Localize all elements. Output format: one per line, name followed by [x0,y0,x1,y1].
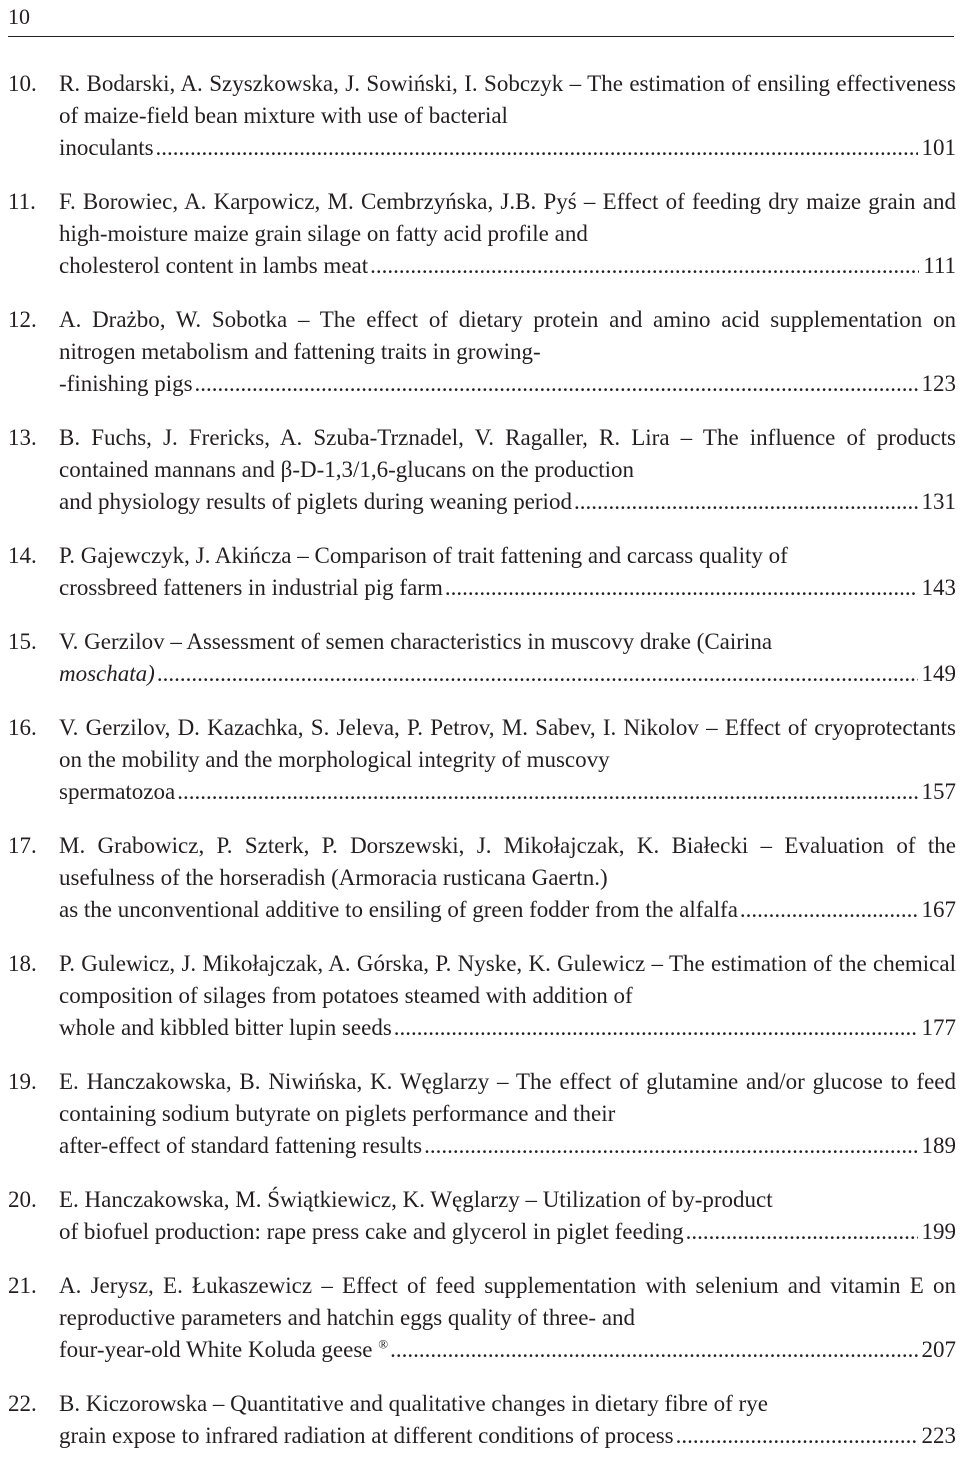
entry-last-line [59,1012,956,1044]
entry-title-end-text: four-year-old White Koluda geese [59,1337,373,1362]
entry-page: 177 [921,1015,956,1040]
entry-title: P. Gulewicz, J. Mikołajczak, A. Górska, P. Nyske, K. Gulewicz – The estimation of the chemical composition of silages from potatoes steamed with addition of [59,951,956,1008]
entry-last-line [59,894,956,926]
entry-title-end: crossbreed fatteners in industrial pig farm [59,575,443,600]
toc-entry-14 [8,540,956,604]
entry-title: P. Gajewczyk, J. Akińcza – Comparison of trait fattening and carcass quality of [59,543,788,568]
entry-title-end: grain expose to infrared radiation at different conditions of process [59,1423,674,1448]
entry-title: B. Fuchs, J. Frericks, A. Szuba-Trznadel, V. Ragaller, R. Lira – The influence of products contained mannans and β-D-1,3/1,6-glucans on the production [59,425,956,482]
entry-last-line [59,658,956,690]
entry-title-end [59,1334,388,1366]
leader-dots [686,1216,918,1248]
entry-last-line [59,368,956,400]
entry-title-end: spermatozoa [59,779,176,804]
entry-title-end: and physiology results of piglets during weaning period [59,489,572,514]
page-number: 10 [8,4,30,29]
toc-entry-15 [8,626,956,690]
toc-entry-10 [8,68,956,164]
entry-number: 19. [8,1069,37,1094]
leader-dots [424,1130,917,1162]
entry-title: V. Gerzilov, D. Kazachka, S. Jeleva, P. Petrov, M. Sabev, I. Nikolov – Effect of cryoprotectants on the mobility and the morphological integrity of muscovy [59,715,956,772]
entry-page: 143 [921,575,956,600]
entry-title-end: after-effect of standard fattening results [59,1133,423,1158]
entry-title-end: whole and kibbled bitter lupin seeds [59,1015,392,1040]
table-of-contents [8,68,956,1474]
toc-entry-13 [8,422,956,518]
entry-title: F. Borowiec, A. Karpowicz, M. Cembrzyńska, J.B. Pyś – Effect of feeding dry maize grain and high-moisture maize grain silage on fatty acid profile and [59,189,956,246]
entry-last-line [59,1216,956,1248]
entry-last-line [59,1130,956,1162]
entry-title: E. Hanczakowska, M. Świątkiewicz, K. Węglarzy – Utilization of by-product [59,1187,773,1212]
registered-mark: ® [378,1336,389,1352]
entry-number: 15. [8,629,37,654]
header-rule [8,36,954,37]
entry-page: 157 [921,779,956,804]
entry-number: 11. [8,189,36,214]
entry-title-end: cholesterol content in lambs meat [59,253,369,278]
leader-dots [574,486,918,518]
entry-number: 10. [8,71,37,96]
entry-page: 207 [921,1337,956,1362]
entry-last-line [59,776,956,808]
leader-dots [390,1334,917,1366]
toc-entry-20 [8,1184,956,1248]
entry-last-line [59,250,956,282]
toc-entry-16 [8,712,956,808]
leader-dots [370,250,919,282]
entry-title: B. Kiczorowska – Quantitative and qualitative changes in dietary fibre of rye [59,1391,768,1416]
entry-title-end: moschata) [59,661,155,686]
entry-title: A. Drażbo, W. Sobotka – The effect of dietary protein and amino acid supplementation on nitrogen metabolism and fattening traits in growing- [59,307,956,364]
leader-dots [394,1012,918,1044]
leader-dots [156,132,918,164]
entry-title: A. Jerysz, E. Łukaszewicz – Effect of feed supplementation with selenium and vitamin E on reproductive parameters and hatchin eggs quality of three- and [59,1273,956,1330]
entry-title: E. Hanczakowska, B. Niwińska, K. Węglarzy – The effect of glutamine and/or glucose to feed containing sodium butyrate on piglets performance and their [59,1069,956,1126]
entry-number: 16. [8,715,37,740]
entry-page: 199 [921,1219,956,1244]
entry-title: V. Gerzilov – Assessment of semen characteristics in muscovy drake (Cairina [59,629,773,654]
toc-entry-11 [8,186,956,282]
entry-title-end: -finishing pigs [59,371,193,396]
entry-title-end: as the unconventional additive to ensiling of green fodder from the alfalfa [59,897,738,922]
toc-entry-12 [8,304,956,400]
entry-page: 189 [921,1133,956,1158]
leader-dots [676,1420,918,1452]
entry-number: 14. [8,543,37,568]
entry-title-end: inoculants [59,135,154,160]
leader-dots [740,894,918,926]
entry-number: 21. [8,1273,37,1298]
entry-last-line [59,1334,956,1366]
leader-dots [445,572,918,604]
leader-dots [177,776,917,808]
entry-page: 101 [921,135,956,160]
entry-number: 13. [8,425,37,450]
toc-entry-18 [8,948,956,1044]
entry-number: 20. [8,1187,37,1212]
toc-entry-21 [8,1270,956,1366]
entry-last-line [59,132,956,164]
entry-title-end: of biofuel production: rape press cake and glycerol in piglet feeding [59,1219,684,1244]
entry-page: 223 [921,1423,956,1448]
entry-number: 17. [8,833,37,858]
leader-dots [157,658,918,690]
entry-last-line [59,572,956,604]
entry-last-line [59,1420,956,1452]
toc-entry-19 [8,1066,956,1162]
entry-last-line [59,486,956,518]
entry-page: 131 [921,489,956,514]
entry-page: 111 [923,253,956,278]
entry-number: 12. [8,307,37,332]
toc-entry-17 [8,830,956,926]
entry-page: 123 [921,371,956,396]
leader-dots [195,368,918,400]
toc-entry-22 [8,1388,956,1452]
entry-title: R. Bodarski, A. Szyszkowska, J. Sowiński, I. Sobczyk – The estimation of ensiling effectiveness of maize-field bean mixture with use of bacterial [59,71,956,128]
entry-page: 149 [921,661,956,686]
entry-title: M. Grabowicz, P. Szterk, P. Dorszewski, J. Mikołajczak, K. Białecki – Evaluation of the usefulness of the horseradish (Armoracia rusticana Gaertn.) [59,833,956,890]
entry-number: 22. [8,1391,37,1416]
entry-number: 18. [8,951,37,976]
entry-page: 167 [921,897,956,922]
